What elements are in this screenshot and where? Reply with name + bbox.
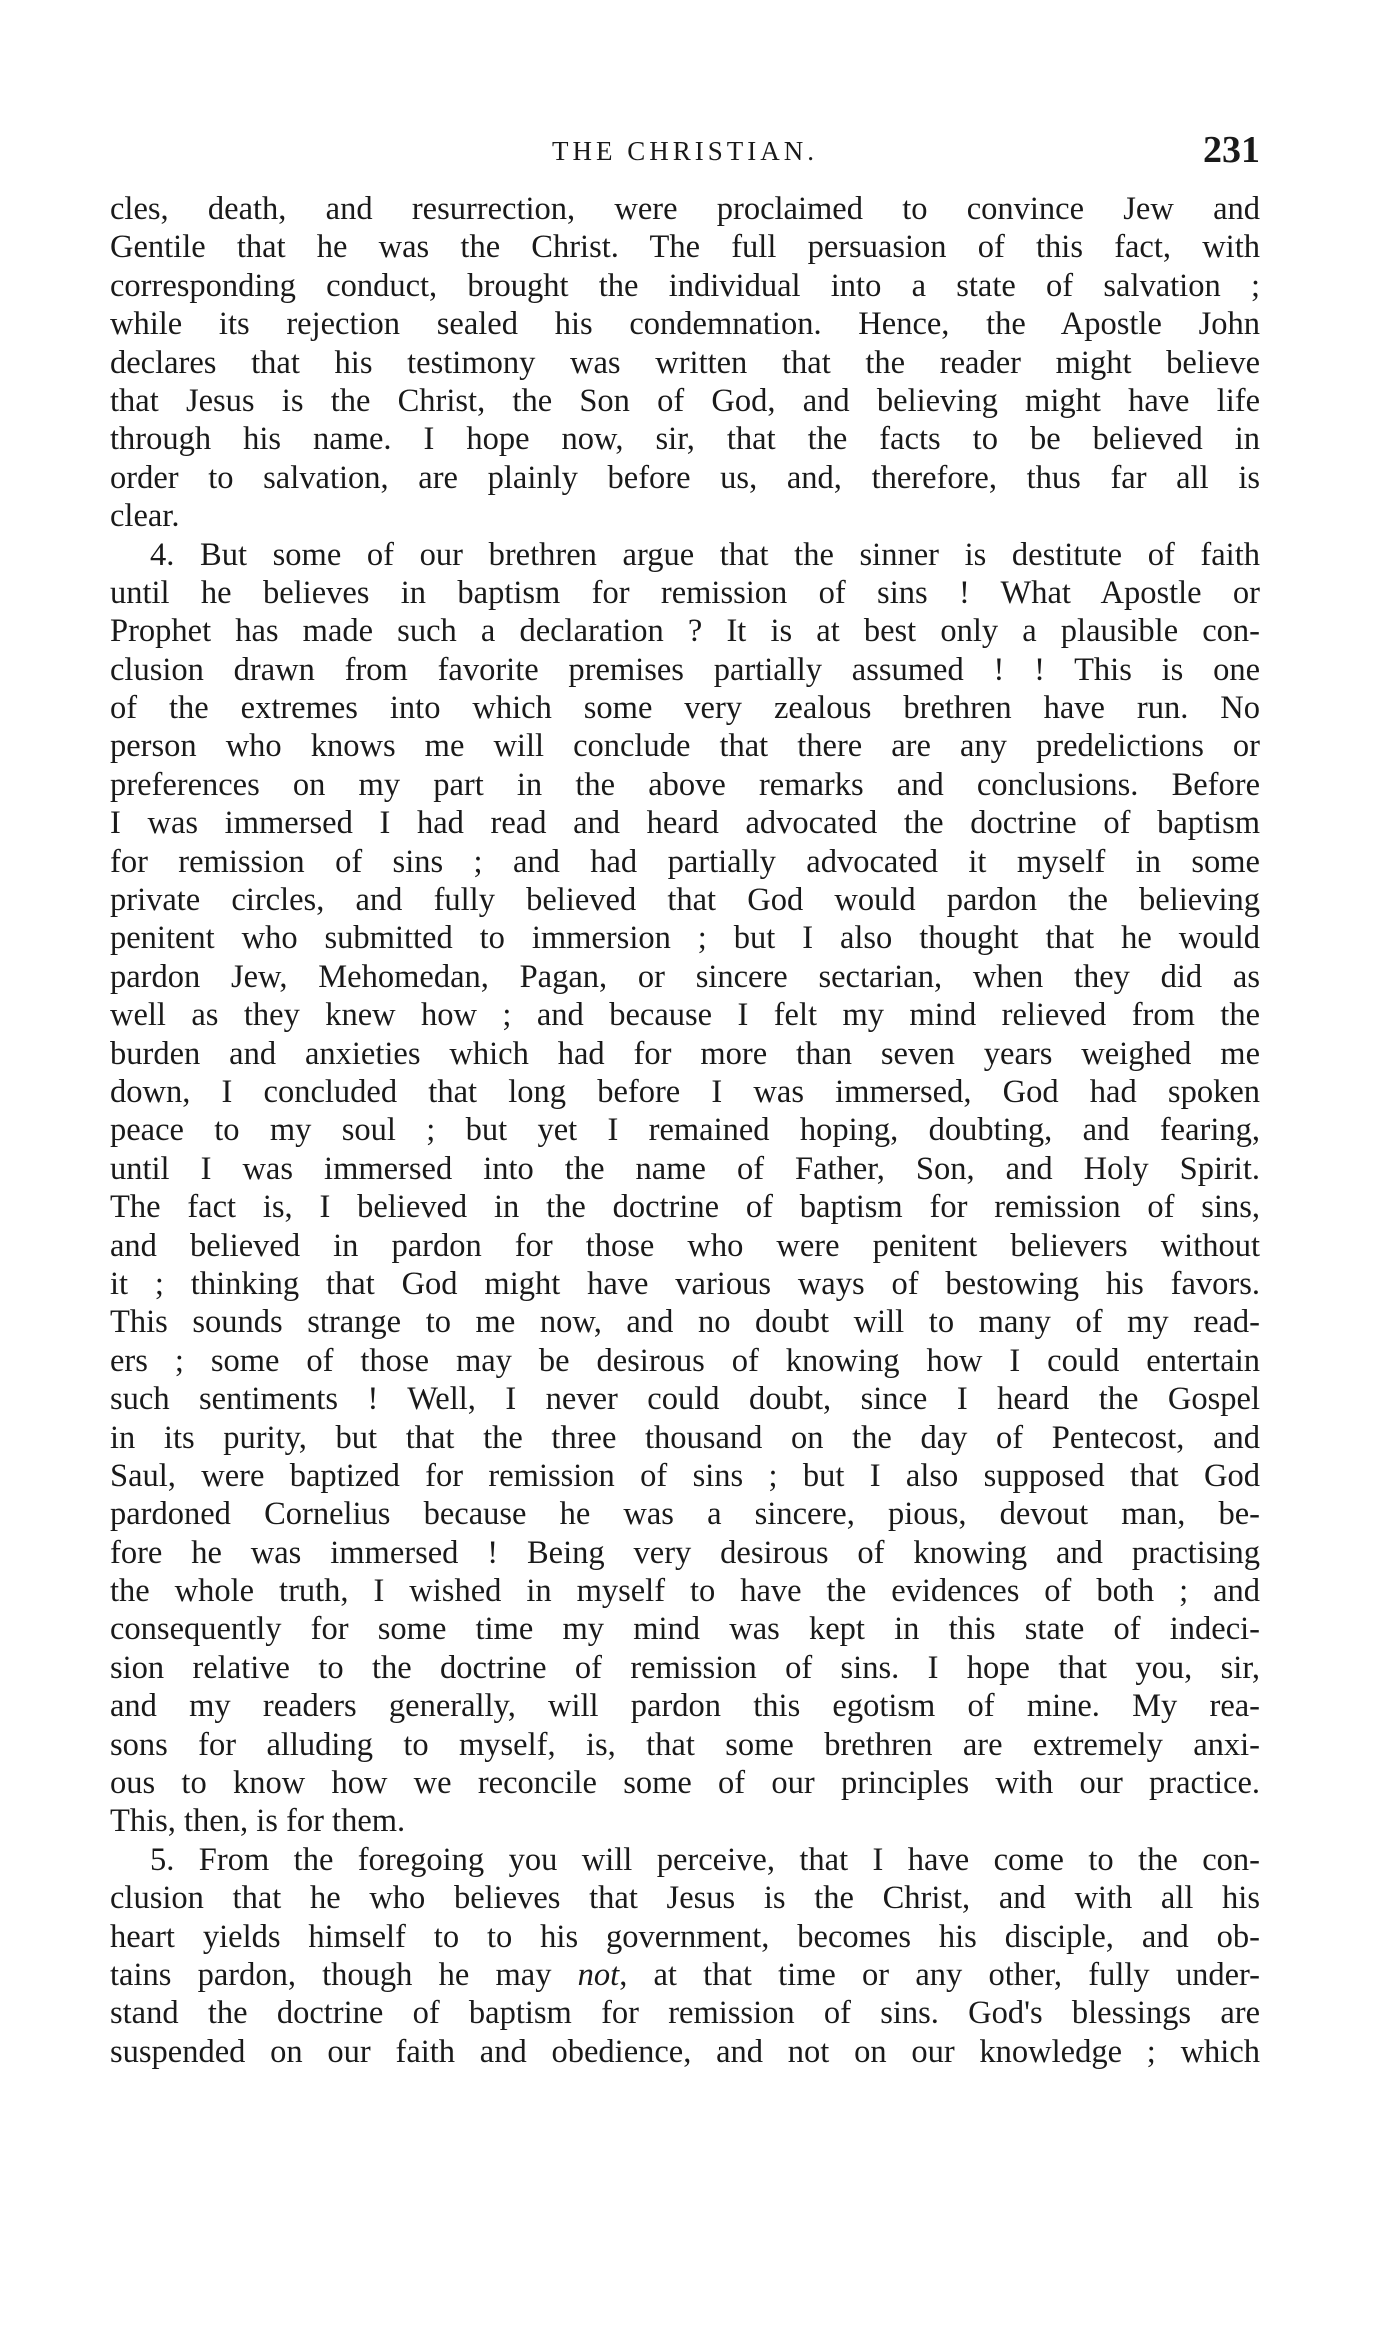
text-line (110, 1150, 1260, 1188)
text-line (110, 267, 1260, 305)
text-line-content: 4. But some of our brethren argue that the sinner is destitute of faith (150, 536, 1260, 573)
text-line (110, 1534, 1260, 1572)
text-line (110, 536, 1260, 574)
text-line (110, 612, 1260, 650)
page-number: 231 (1203, 129, 1260, 171)
text-line-content: and believed in pardon for those who were penitent believers without (110, 1227, 1260, 1264)
running-title: THE CHRISTIAN. (552, 136, 818, 166)
page-header (110, 130, 1260, 182)
text-line-content: for remission of sins ; and had partially advocated it myself in some (110, 843, 1260, 880)
text-line-content: sons for alluding to myself, is, that some brethren are extremely anxi- (110, 1726, 1260, 1763)
text-line (110, 1610, 1260, 1648)
text-line-content: ers ; some of those may be desirous of knowing how I could entertain (110, 1342, 1260, 1379)
text-line-content: sion relative to the doctrine of remission of sins. I hope that you, sir, (110, 1649, 1260, 1686)
text-line-content: , at that time or any other, fully under- (619, 1956, 1260, 1993)
text-line (110, 1994, 1260, 2032)
text-line (110, 228, 1260, 266)
book-page (110, 130, 1260, 2071)
text-line (110, 1303, 1260, 1341)
text-line-content: suspended on our faith and obedience, and not on our knowledge ; which (110, 2033, 1260, 2070)
text-line-content: pardon Jew, Mehomedan, Pagan, or sincere sectarian, when they did as (110, 958, 1260, 995)
text-line (110, 305, 1260, 343)
text-line (110, 689, 1260, 727)
text-line (110, 1649, 1260, 1687)
text-line (110, 1380, 1260, 1418)
text-line (110, 1879, 1260, 1917)
text-line (110, 1572, 1260, 1610)
text-line-content: cles, death, and resurrection, were proclaimed to convince Jew and (110, 191, 1260, 227)
text-line-content: the whole truth, I wished in myself to have the evidences of both ; and (110, 1573, 1260, 1610)
text-line (110, 190, 1260, 228)
text-line-content: clusion drawn from favorite premises partially assumed ! ! This is one (110, 651, 1260, 688)
text-line-content: well as they knew how ; and because I felt my mind relieved from the (110, 997, 1260, 1034)
text-line-content: until I was immersed into the name of Father, Son, and Holy Spirit. (110, 1150, 1260, 1187)
text-line (110, 843, 1260, 881)
text-line-content: This, then, is for them. (110, 1803, 406, 1840)
text-line-content: person who knows me will conclude that there are any predelictions or (110, 728, 1260, 765)
text-line-content: Gentile that he was the Christ. The full persuasion of this fact, with (110, 229, 1260, 266)
text-line-content: down, I concluded that long before I was immersed, God had spoken (110, 1073, 1260, 1110)
text-line-content: in its purity, but that the three thousand on the day of Pentecost, and (110, 1419, 1260, 1456)
text-line-content: Prophet has made such a declaration ? It is at best only a plausible con- (110, 613, 1260, 650)
text-line-content: pardoned Cornelius because he was a sincere, pious, devout man, be- (110, 1496, 1260, 1533)
text-line-content: heart yields himself to to his government, becomes his disciple, and ob- (110, 1918, 1260, 1955)
text-line-content: The fact is, I believed in the doctrine of baptism for remission of sins, (110, 1189, 1260, 1226)
text-line (110, 1035, 1260, 1073)
text-line (110, 804, 1260, 842)
text-line-content: ous to know how we reconcile some of our principles with our practice. (110, 1765, 1260, 1802)
text-line (110, 382, 1260, 420)
text-line-content: I was immersed I had read and heard advocated the doctrine of baptism (110, 805, 1260, 842)
text-line (110, 1073, 1260, 1111)
text-line-content: declares that his testimony was written that the reader might believe (110, 344, 1260, 381)
text-line-content: it ; thinking that God might have various ways of bestowing his favors. (110, 1265, 1260, 1302)
text-line-content: 5. From the foregoing you will perceive, that I have come to the con- (150, 1841, 1260, 1878)
text-line-content: consequently for some time my mind was kept in this state of indeci- (110, 1611, 1260, 1648)
text-line (110, 727, 1260, 765)
text-line (110, 1188, 1260, 1226)
text-line-content: preferences on my part in the above remarks and conclusions. Before (110, 766, 1260, 803)
body-text (110, 190, 1260, 2071)
text-line (110, 344, 1260, 382)
emphasis: not (577, 1956, 620, 1993)
text-line-content: such sentiments ! Well, I never could doubt, since I heard the Gospel (110, 1381, 1260, 1418)
text-line-content: fore he was immersed ! Being very desirous of knowing and practising (110, 1534, 1260, 1571)
text-line (110, 1227, 1260, 1265)
text-line-content: penitent who submitted to immersion ; but I also thought that he would (110, 920, 1260, 957)
text-line (110, 497, 1260, 535)
text-line (110, 919, 1260, 957)
text-line-content: order to salvation, are plainly before us, and, therefore, thus far all is (110, 459, 1260, 496)
text-line (110, 996, 1260, 1034)
text-line-content: corresponding conduct, brought the individual into a state of salvation ; (110, 267, 1260, 304)
text-line (110, 1265, 1260, 1303)
text-line-content: Saul, were baptized for remission of sins ; but I also supposed that God (110, 1457, 1260, 1494)
text-line (110, 1342, 1260, 1380)
text-line (110, 766, 1260, 804)
text-line-content: stand the doctrine of baptism for remission of sins. God's blessings are (110, 1995, 1260, 2032)
text-line-content: of the extremes into which some very zealous brethren have run. No (110, 690, 1260, 727)
text-line-content: private circles, and fully believed that God would pardon the believing (110, 882, 1260, 919)
text-line (110, 1726, 1260, 1764)
text-line (110, 1918, 1260, 1956)
text-line (110, 459, 1260, 497)
text-line (110, 651, 1260, 689)
text-line (110, 1802, 1260, 1840)
text-line (110, 1841, 1260, 1879)
text-line (110, 1111, 1260, 1149)
text-line-content: through his name. I hope now, sir, that the facts to be believed in (110, 421, 1260, 458)
text-line (110, 2033, 1260, 2071)
text-line-content: burden and anxieties which had for more than seven years weighed me (110, 1035, 1260, 1072)
text-line (110, 574, 1260, 612)
text-line (110, 958, 1260, 996)
text-line-content: until he believes in baptism for remission of sins ! What Apostle or (110, 574, 1260, 611)
text-line (110, 1764, 1260, 1802)
text-line (110, 1687, 1260, 1725)
text-line-content: that Jesus is the Christ, the Son of God, and believing might have life (110, 382, 1260, 419)
text-line (110, 1457, 1260, 1495)
text-line-content: clusion that he who believes that Jesus is the Christ, and with all his (110, 1880, 1260, 1917)
text-line (110, 1495, 1260, 1533)
text-line-content: and my readers generally, will pardon this egotism of mine. My rea- (110, 1688, 1260, 1725)
text-line-content: peace to my soul ; but yet I remained hoping, doubting, and fearing, (110, 1112, 1260, 1149)
text-line-content: clear. (110, 498, 180, 535)
text-line-content: This sounds strange to me now, and no doubt will to many of my read- (110, 1304, 1260, 1341)
text-line (110, 420, 1260, 458)
text-line (110, 1419, 1260, 1457)
text-line-content: tains pardon, though he may (110, 1956, 578, 1993)
text-line-content: while its rejection sealed his condemnation. Hence, the Apostle John (110, 306, 1260, 343)
text-line (110, 881, 1260, 919)
text-line (110, 1956, 1260, 1994)
